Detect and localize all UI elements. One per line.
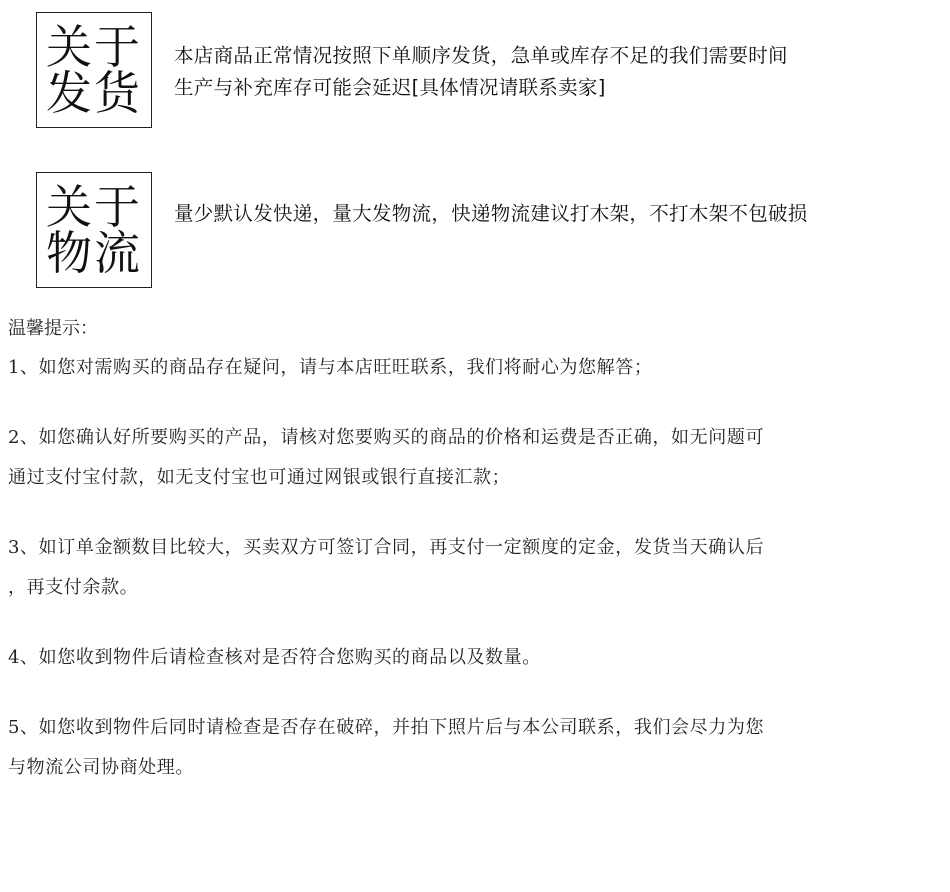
tip-3-line2: ，再支付余款。 bbox=[8, 577, 139, 598]
tip-2-line1: 2、如您确认好所要购买的产品，请核对您要购买的商品的价格和运费是否正确，如无问题可 bbox=[8, 427, 765, 448]
shipping-title-line2: 发货 bbox=[46, 66, 142, 120]
logistics-title-line1: 关于 bbox=[46, 180, 142, 234]
shipping-title-box bbox=[36, 12, 152, 128]
tip-4-line1: 4、如您收到物件后请检查核对是否符合您购买的商品以及数量。 bbox=[8, 647, 541, 668]
tips-section bbox=[8, 314, 943, 788]
tip-1-line1: 1、如您对需购买的商品存在疑问，请与本店旺旺联系，我们将耐心为您解答； bbox=[8, 357, 653, 378]
logistics-title-box bbox=[36, 172, 152, 288]
shipping-text-line2: 生产与补充库存可能会延迟[具体情况请联系卖家] bbox=[174, 76, 606, 99]
logistics-text-line1: 量少默认发快递，量大发物流，快递物流建议打木架，不打木架不包破损 bbox=[174, 202, 808, 225]
shipping-text bbox=[174, 40, 934, 104]
tips-title: 温馨提示： bbox=[8, 318, 98, 339]
tip-5-line1: 5、如您收到物件后同时请检查是否存在破碎，并拍下照片后与本公司联系，我们会尽力为您 bbox=[8, 717, 765, 738]
tip-3-line1: 3、如订单金额数目比较大，买卖双方可签订合同，再支付一定额度的定金，发货当天确认后 bbox=[8, 537, 765, 558]
shipping-text-line1: 本店商品正常情况按照下单顺序发货，急单或库存不足的我们需要时间 bbox=[174, 44, 788, 67]
tip-2-line2: 通过支付宝付款，如无支付宝也可通过网银或银行直接汇款； bbox=[8, 467, 511, 488]
tip-5-line2: 与物流公司协商处理。 bbox=[8, 757, 194, 778]
logistics-title-line2: 物流 bbox=[46, 226, 142, 280]
logistics-text bbox=[174, 198, 934, 230]
shipping-title-line1: 关于 bbox=[46, 20, 142, 74]
